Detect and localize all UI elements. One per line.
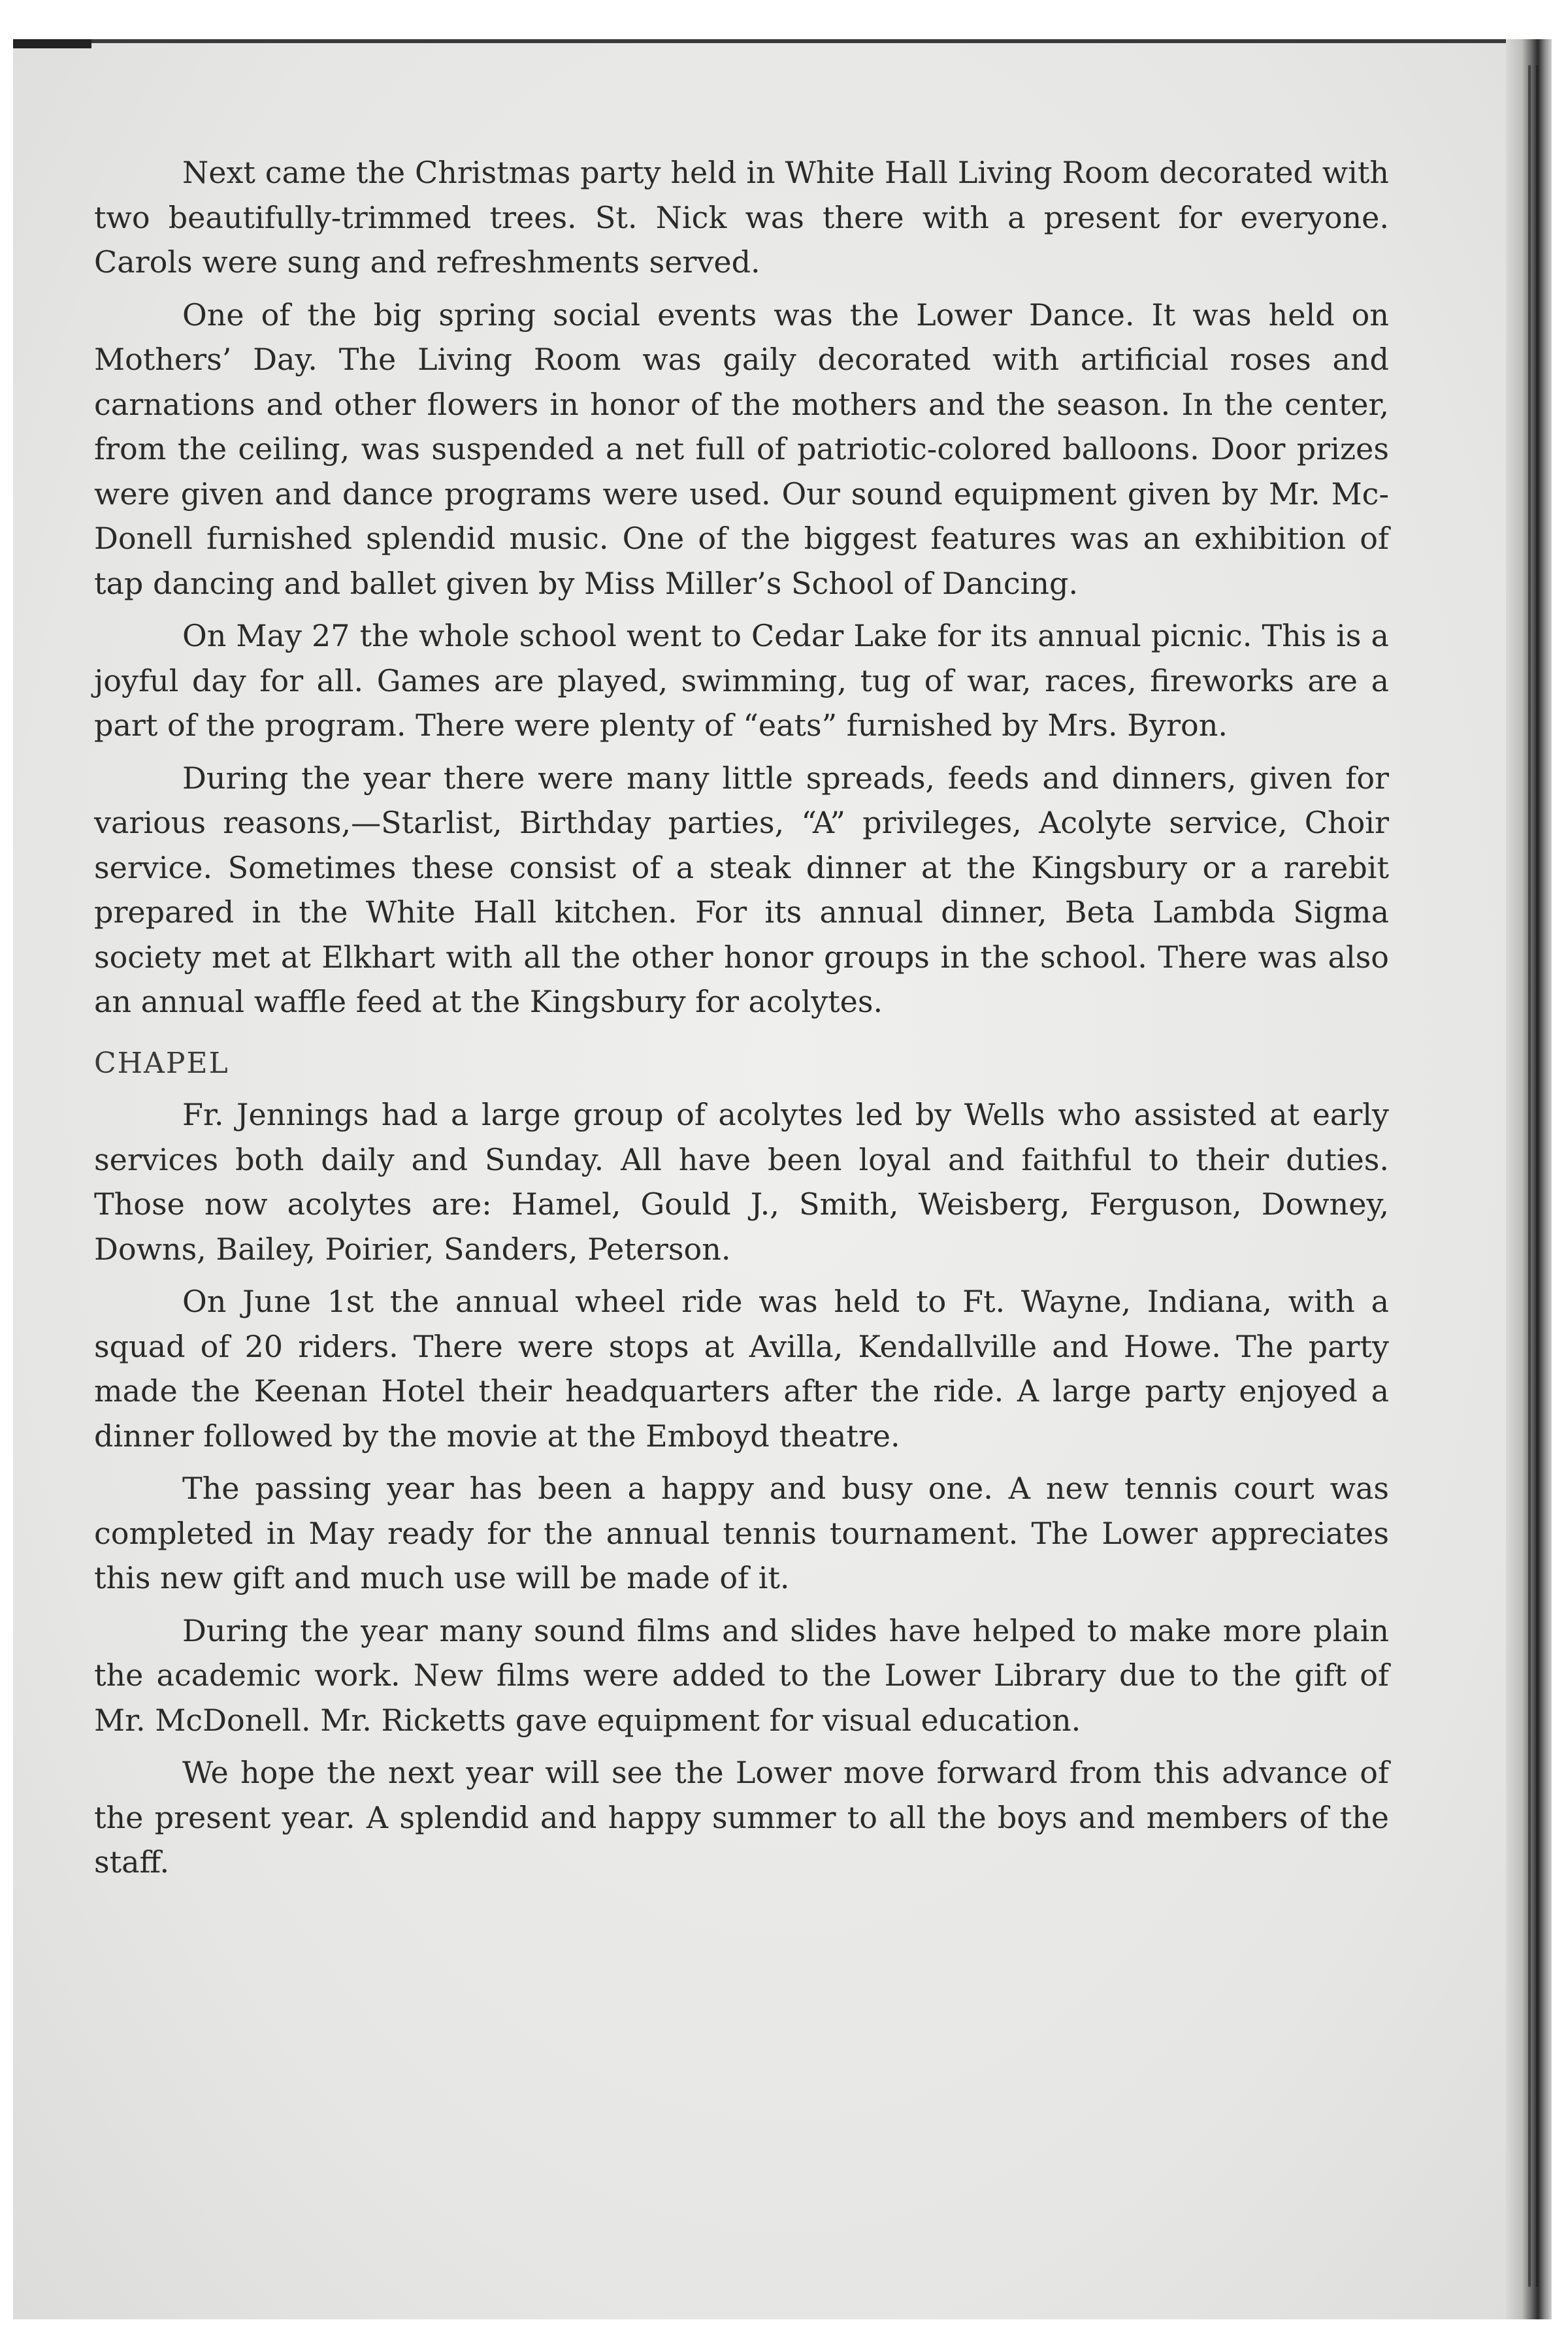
paragraph-closing: We hope the next year will see the Lower move forward from this advance of the present year. A splendid and happy summer to all the boys and members of the staff.	[94, 1755, 1389, 1880]
paragraph-tennis-court: The passing year has been a happy and busy one. A new tennis court was completed in May ready for the annual tennis tournament. The Lower appreciates this new gift and much use will be made of it.	[94, 1471, 1389, 1595]
section-heading-chapel: CHAPEL	[94, 1046, 229, 1080]
paragraph-spreads-and-dinners: During the year there were many little spreads, feeds and dinners, given for various reasons,—Starlist, Birthday parties, “A” privileges, Acolyte service, Choir service. Sometimes these consist of a steak dinner at the Kingsbury or a rarebit prepared in the White Hall kitchen. For its annual dinner, Beta Lambda Sigma society met at Elkhart with all the other honor groups in the school. There was also an annual waffle feed at the Kingsbury for acolytes.	[94, 760, 1389, 1019]
binding-shadow-line	[1528, 65, 1531, 2287]
page-body	[94, 150, 1389, 1893]
paragraph-wheel-ride: On June 1st the annual wheel ride was held to Ft. Wayne, Indiana, with a squad of 20 riders. There were stops at Avilla, Kendallville and Howe. The party made the Keenan Hotel their headquarters after the ride. A large party enjoyed a dinner followed by the movie at the Emboyd theatre.	[94, 1284, 1389, 1454]
paragraph-acolytes: Fr. Jennings had a large group of acolytes led by Wells who assisted at early services both daily and Sunday. All have been loyal and faithful to their duties. Those now acolytes are: Hamel, Gould J., Smith, Weisberg, Ferguson, Downey, Downs, Bailey, Poirier, Sanders, Peterson.	[94, 1097, 1389, 1267]
binding-shadow-line	[1536, 65, 1539, 2287]
page-corner-mark	[13, 39, 91, 48]
paragraph-cedar-lake-picnic: On May 27 the whole school went to Cedar Lake for its annual picnic. This is a joyful day for all. Games are played, swimming, tug of war, races, fireworks are a part of the program. There were plenty of “eats” furnished by Mrs. Byron.	[94, 618, 1389, 743]
scanned-page	[13, 39, 1552, 2319]
book-binding-edge	[1506, 39, 1552, 2319]
paragraph-christmas-party: Next came the Christmas party held in White Hall Living Room decorated with two beautifully-trimmed trees. St. Nick was there with a present for everyone. Carols were sung and refreshments served.	[94, 155, 1389, 280]
page-top-edge	[13, 39, 1552, 43]
paragraph-sound-films: During the year many sound films and slides have helped to make more plain the academic work. New films were added to the Lower Library due to the gift of Mr. McDonell. Mr. Ricketts gave equipment for visual education.	[94, 1612, 1389, 1738]
paragraph-lower-dance: One of the big spring social events was the Lower Dance. It was held on Mothers’ Day. The Living Room was gaily decorated with artificial roses and carnations and other flowers in honor of the mothers and the season. In the center, from the ceiling, was suspended a net full of patriotic-colored balloons. Door prizes were given and dance programs were used. Our sound equipment given by Mr. McDonell furnished splendid music. One of the biggest features was an exhibition of tap dancing and ballet given by Miss Miller’s School of Dancing.	[94, 297, 1389, 601]
